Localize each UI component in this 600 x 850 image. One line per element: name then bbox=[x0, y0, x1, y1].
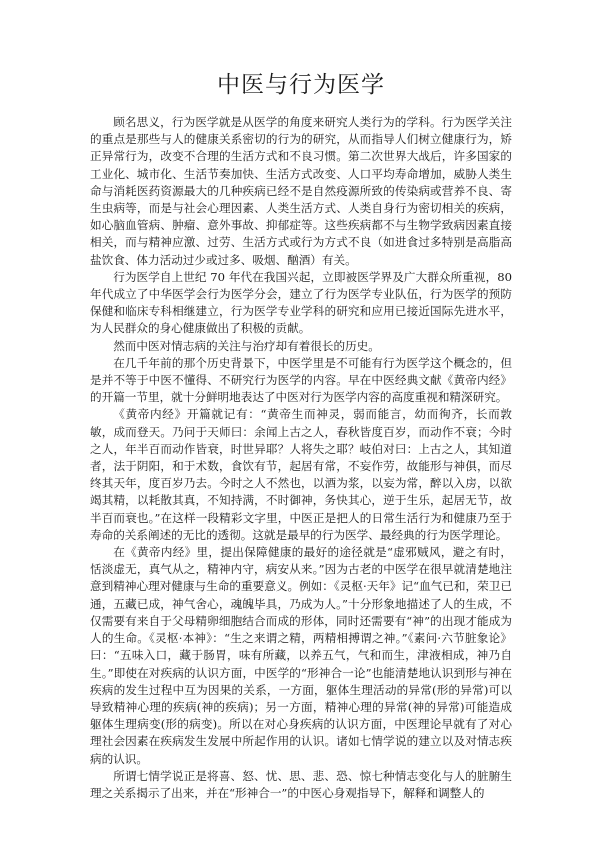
paragraph-development: 行为医学自上世纪 70 年代在我国兴起，立即被医学界及广大群众所重视，80 年代成立了中华医学会行为医学分会，建立了行为医学专业队伍，行为医学的预防保健和临床专科相继建立，行为医学专业学科的研究和应用已接近国际先进水平，为人民群众的身心健康做出了积极的贡献。 bbox=[90, 269, 512, 336]
paragraph-definition: 顾名思义，行为医学就是从医学的角度来研究人类行为的学科。行为医学关注的重点是那些与人的健康关系密切的行为的研究，从而指导人们树立健康行为，矫正异常行为，改变不合理的生活方式和不良习惯。第二次世界大战后，许多国家的工业化、城市化、生活节奏加快、生活方式改变、人口平均寿命增加，威胁人类生命与消耗医药资源最大的几种疾病已经不是自然疫源所致的传染病或营养不良、寄生虫病等，而是与社会心理因素、人类生活方式、人类自身行为密切相关的疾病，如心脑血管病、肿瘤、意外事故、抑郁症等。这些疾病都不与生物学致病因素直接相关，而与精神应激、过劳、生活方式或行为方式不良（如进食过多特别是高脂高盐饮食、体力活动过少或过多、吸烟、酗酒）有关。 bbox=[90, 115, 512, 267]
paragraph-background: 在几千年前的那个历史背景下，中医学里是不可能有行为医学这个概念的，但是并不等于中医不懂得、不研究行为医学的内容。早在中医经典文献《黄帝内经》的开篇一节里，就十分鲜明地表达了中医对行为医学内容的高度重视和精深研究。 bbox=[90, 355, 512, 405]
paragraph-history-intro: 然而中医对情志病的关注与治疗却有着很长的历史。 bbox=[113, 338, 380, 353]
paragraph-mind-body: 在《黄帝内经》里，提出保障健康的最好的途径就是“虚邪贼风，避之有时，恬淡虚无，真气从之，精神内守，病安从来。”因为古老的中医学在很早就清楚地注意到精神心理对健康与生命的重要意义。例如：《灵枢·天年》记“血气已和，荣卫已通，五藏已成，神气舍心，魂魄毕具，乃成为人。”十分形象地描述了人的生成，不仅需要有来自于父母精卵细胞结合而成的形体，同时还需要有“神”的出现才能成为人的生命。《灵枢·本神》：“生之来谓之精，两精相搏谓之神。”《素问·六节脏象论》曰：“五味入口，藏于肠胃，味有所藏，以养五气，气和而生，津液相成，神乃自生。”即使在对疾病的认识方面，中医学的“形神合一论”也能清楚地认识到形与神在疾病的发生过程中互为因果的关系，一方面，躯体生理活动的异常(形的异常)可以导致精神心理的疾病(神的疾病)；另一方面，精神心理的异常(神的异常)可能造成躯体生理病变(形的病变)。所以在对心身疾病的认识方面，中医理论早就有了对心理社会因素在疾病发生发展中所起作用的认识。诸如七情学说的建立以及对情志疾病的认识。 bbox=[90, 545, 512, 766]
paragraph-seven-emotions: 所谓七情学说正是将喜、怒、忧、思、悲、恐、惊七种情志变化与人的脏腑生理之关系揭示了出来，并在“形神合一”的中医心身观指导下，解释和调整人的 bbox=[90, 768, 512, 800]
paragraph-neijing-quote: 《黄帝内经》开篇就记有：“黄帝生而神灵，弱而能言，幼而徇齐，长而敦敏，成而登天。乃问于天师曰：余闻上古之人，春秋皆度百岁，而动作不衰；今时之人，年半百而动作皆衰，时世异耶？人将失之耶？岐伯对曰：上古之人，其知道者，法于阴阳，和于术数，食饮有节，起居有常，不妄作劳，故能形与神俱，而尽终其天年，度百岁乃去。今时之人不然也，以酒为浆，以妄为常，醉以入房，以欲竭其精，以耗散其真，不知持满，不时御神，务快其心，逆于生乐，起居无节，故半百而衰也。”在这样一段精彩文字里，中医正是把人的日常生活行为和健康乃至于寿命的关系阐述的无比的透彻。这就是最早的行为医学、最经典的行为医学理论。 bbox=[90, 407, 512, 542]
page-title: 中医与行为医学 bbox=[217, 72, 385, 98]
